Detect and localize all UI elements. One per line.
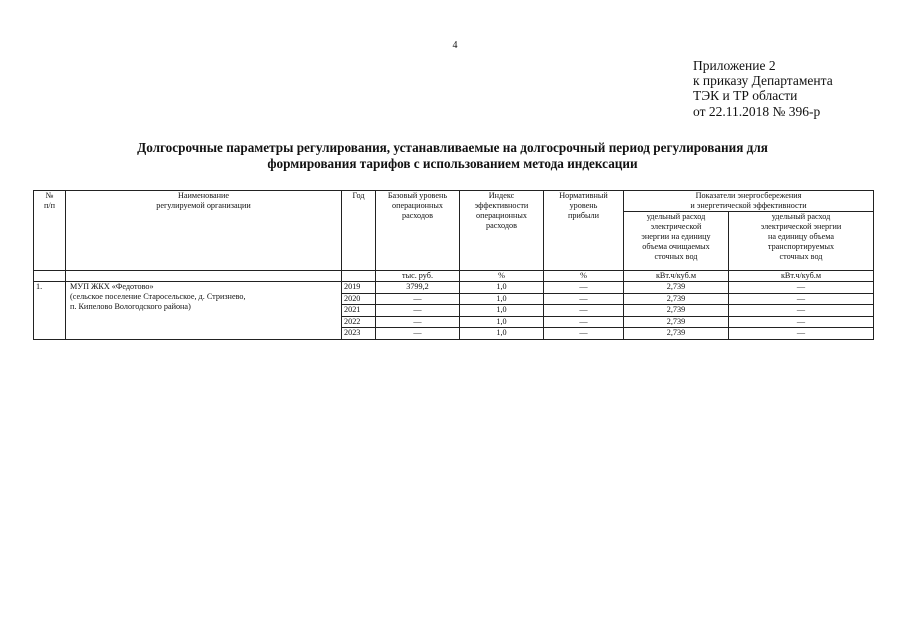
year-cell: 2020 bbox=[342, 293, 376, 305]
header-text: эффективности bbox=[474, 201, 529, 210]
header-text: операционных bbox=[475, 211, 528, 220]
header-specific-consumption-treated bbox=[624, 212, 729, 271]
sub2-cell: — bbox=[729, 282, 874, 294]
header-text: и энергетической эффективности bbox=[690, 201, 807, 210]
org-name-cell bbox=[66, 282, 342, 340]
header-org-name bbox=[66, 191, 342, 271]
header-text: энергии на единицу bbox=[641, 232, 711, 241]
base-cell: — bbox=[376, 316, 460, 328]
sub2-cell: — bbox=[729, 305, 874, 317]
year-cell: 2021 bbox=[342, 305, 376, 317]
document-title bbox=[70, 140, 835, 172]
norm-cell: — bbox=[544, 305, 624, 317]
index-cell: 1,0 bbox=[460, 328, 544, 340]
header-base-level bbox=[376, 191, 460, 271]
sub1-cell: 2,739 bbox=[624, 316, 729, 328]
unit-cell-empty bbox=[66, 271, 342, 282]
header-text: электрической энергии bbox=[760, 222, 842, 231]
header-year bbox=[342, 191, 376, 271]
header-energy-indicators bbox=[624, 191, 874, 212]
header-text: п/п bbox=[43, 201, 56, 210]
base-cell: — bbox=[376, 305, 460, 317]
header-text: № bbox=[45, 191, 54, 200]
header-specific-consumption-transported bbox=[729, 212, 874, 271]
unit-cell-empty bbox=[342, 271, 376, 282]
year-cell: 2023 bbox=[342, 328, 376, 340]
norm-cell: — bbox=[544, 316, 624, 328]
header-text: Нормативный bbox=[559, 191, 608, 200]
header-text: транспортируемых bbox=[767, 242, 835, 251]
header-text: Базовый уровень bbox=[387, 191, 448, 200]
header-text: сточных вод bbox=[654, 252, 698, 261]
unit-base: тыс. руб. bbox=[376, 271, 460, 282]
index-cell: 1,0 bbox=[460, 293, 544, 305]
parameters-table bbox=[33, 190, 874, 340]
base-cell: — bbox=[376, 293, 460, 305]
header-row bbox=[34, 191, 874, 212]
header-text: регулируемой организации bbox=[156, 201, 251, 210]
appendix-line: к приказу Департамента bbox=[693, 73, 833, 89]
norm-cell: — bbox=[544, 293, 624, 305]
index-cell: 1,0 bbox=[460, 316, 544, 328]
sub2-cell: — bbox=[729, 293, 874, 305]
org-number: 1. bbox=[34, 282, 66, 340]
header-text: Год bbox=[352, 191, 365, 200]
header-text: удельный расход bbox=[646, 212, 706, 221]
org-address-line: п. Кипелово Вологодского района) bbox=[70, 302, 191, 311]
sub1-cell: 2,739 bbox=[624, 282, 729, 294]
norm-cell: — bbox=[544, 328, 624, 340]
header-text: сточных вод bbox=[779, 252, 823, 261]
sub1-cell: 2,739 bbox=[624, 328, 729, 340]
unit-sub1: кВт.ч/куб.м bbox=[624, 271, 729, 282]
header-text: удельный расход bbox=[771, 212, 831, 221]
sub2-cell: — bbox=[729, 328, 874, 340]
header-number bbox=[34, 191, 66, 271]
header-text: электрической bbox=[650, 222, 702, 231]
base-cell: 3799,2 bbox=[376, 282, 460, 294]
table-row bbox=[34, 282, 874, 294]
norm-cell: — bbox=[544, 282, 624, 294]
appendix-line: Приложение 2 bbox=[693, 58, 776, 73]
header-text: прибыли bbox=[568, 211, 599, 220]
header-text: Показатели энергосбережения bbox=[695, 191, 802, 200]
header-text: операционных bbox=[391, 201, 444, 210]
header-text: Наименование bbox=[177, 191, 229, 200]
unit-norm: % bbox=[544, 271, 624, 282]
sub2-cell: — bbox=[729, 316, 874, 328]
header-text: Индекс bbox=[488, 191, 515, 200]
title-line: формирования тарифов с использованием метода индексации bbox=[267, 156, 638, 171]
appendix-line: ТЭК и ТР области bbox=[693, 88, 798, 104]
sub1-cell: 2,739 bbox=[624, 293, 729, 305]
title-line: Долгосрочные параметры регулирования, устанавливаемые на долгосрочный период регулирования для bbox=[137, 140, 768, 155]
header-text: расходов bbox=[485, 221, 518, 230]
header-text: на единицу объема bbox=[767, 232, 835, 241]
unit-sub2: кВт.ч/куб.м bbox=[729, 271, 874, 282]
unit-cell-empty bbox=[34, 271, 66, 282]
appendix-line: от 22.11.2018 № 396-р bbox=[693, 103, 821, 119]
base-cell: — bbox=[376, 328, 460, 340]
units-row bbox=[34, 271, 874, 282]
org-address-line: (сельское поселение Старосельское, д. Стризнево, bbox=[70, 292, 246, 301]
sub1-cell: 2,739 bbox=[624, 305, 729, 317]
org-name: МУП ЖКХ «Федотово» bbox=[70, 282, 154, 291]
header-text: расходов bbox=[401, 211, 434, 220]
header-text: уровень bbox=[569, 201, 598, 210]
year-cell: 2019 bbox=[342, 282, 376, 294]
page-number: 4 bbox=[452, 40, 458, 51]
index-cell: 1,0 bbox=[460, 305, 544, 317]
year-cell: 2022 bbox=[342, 316, 376, 328]
index-cell: 1,0 bbox=[460, 282, 544, 294]
header-normative-profit bbox=[544, 191, 624, 271]
unit-index: % bbox=[460, 271, 544, 282]
header-efficiency-index bbox=[460, 191, 544, 271]
appendix-block bbox=[693, 58, 833, 119]
header-text: объема очищаемых bbox=[642, 242, 710, 251]
